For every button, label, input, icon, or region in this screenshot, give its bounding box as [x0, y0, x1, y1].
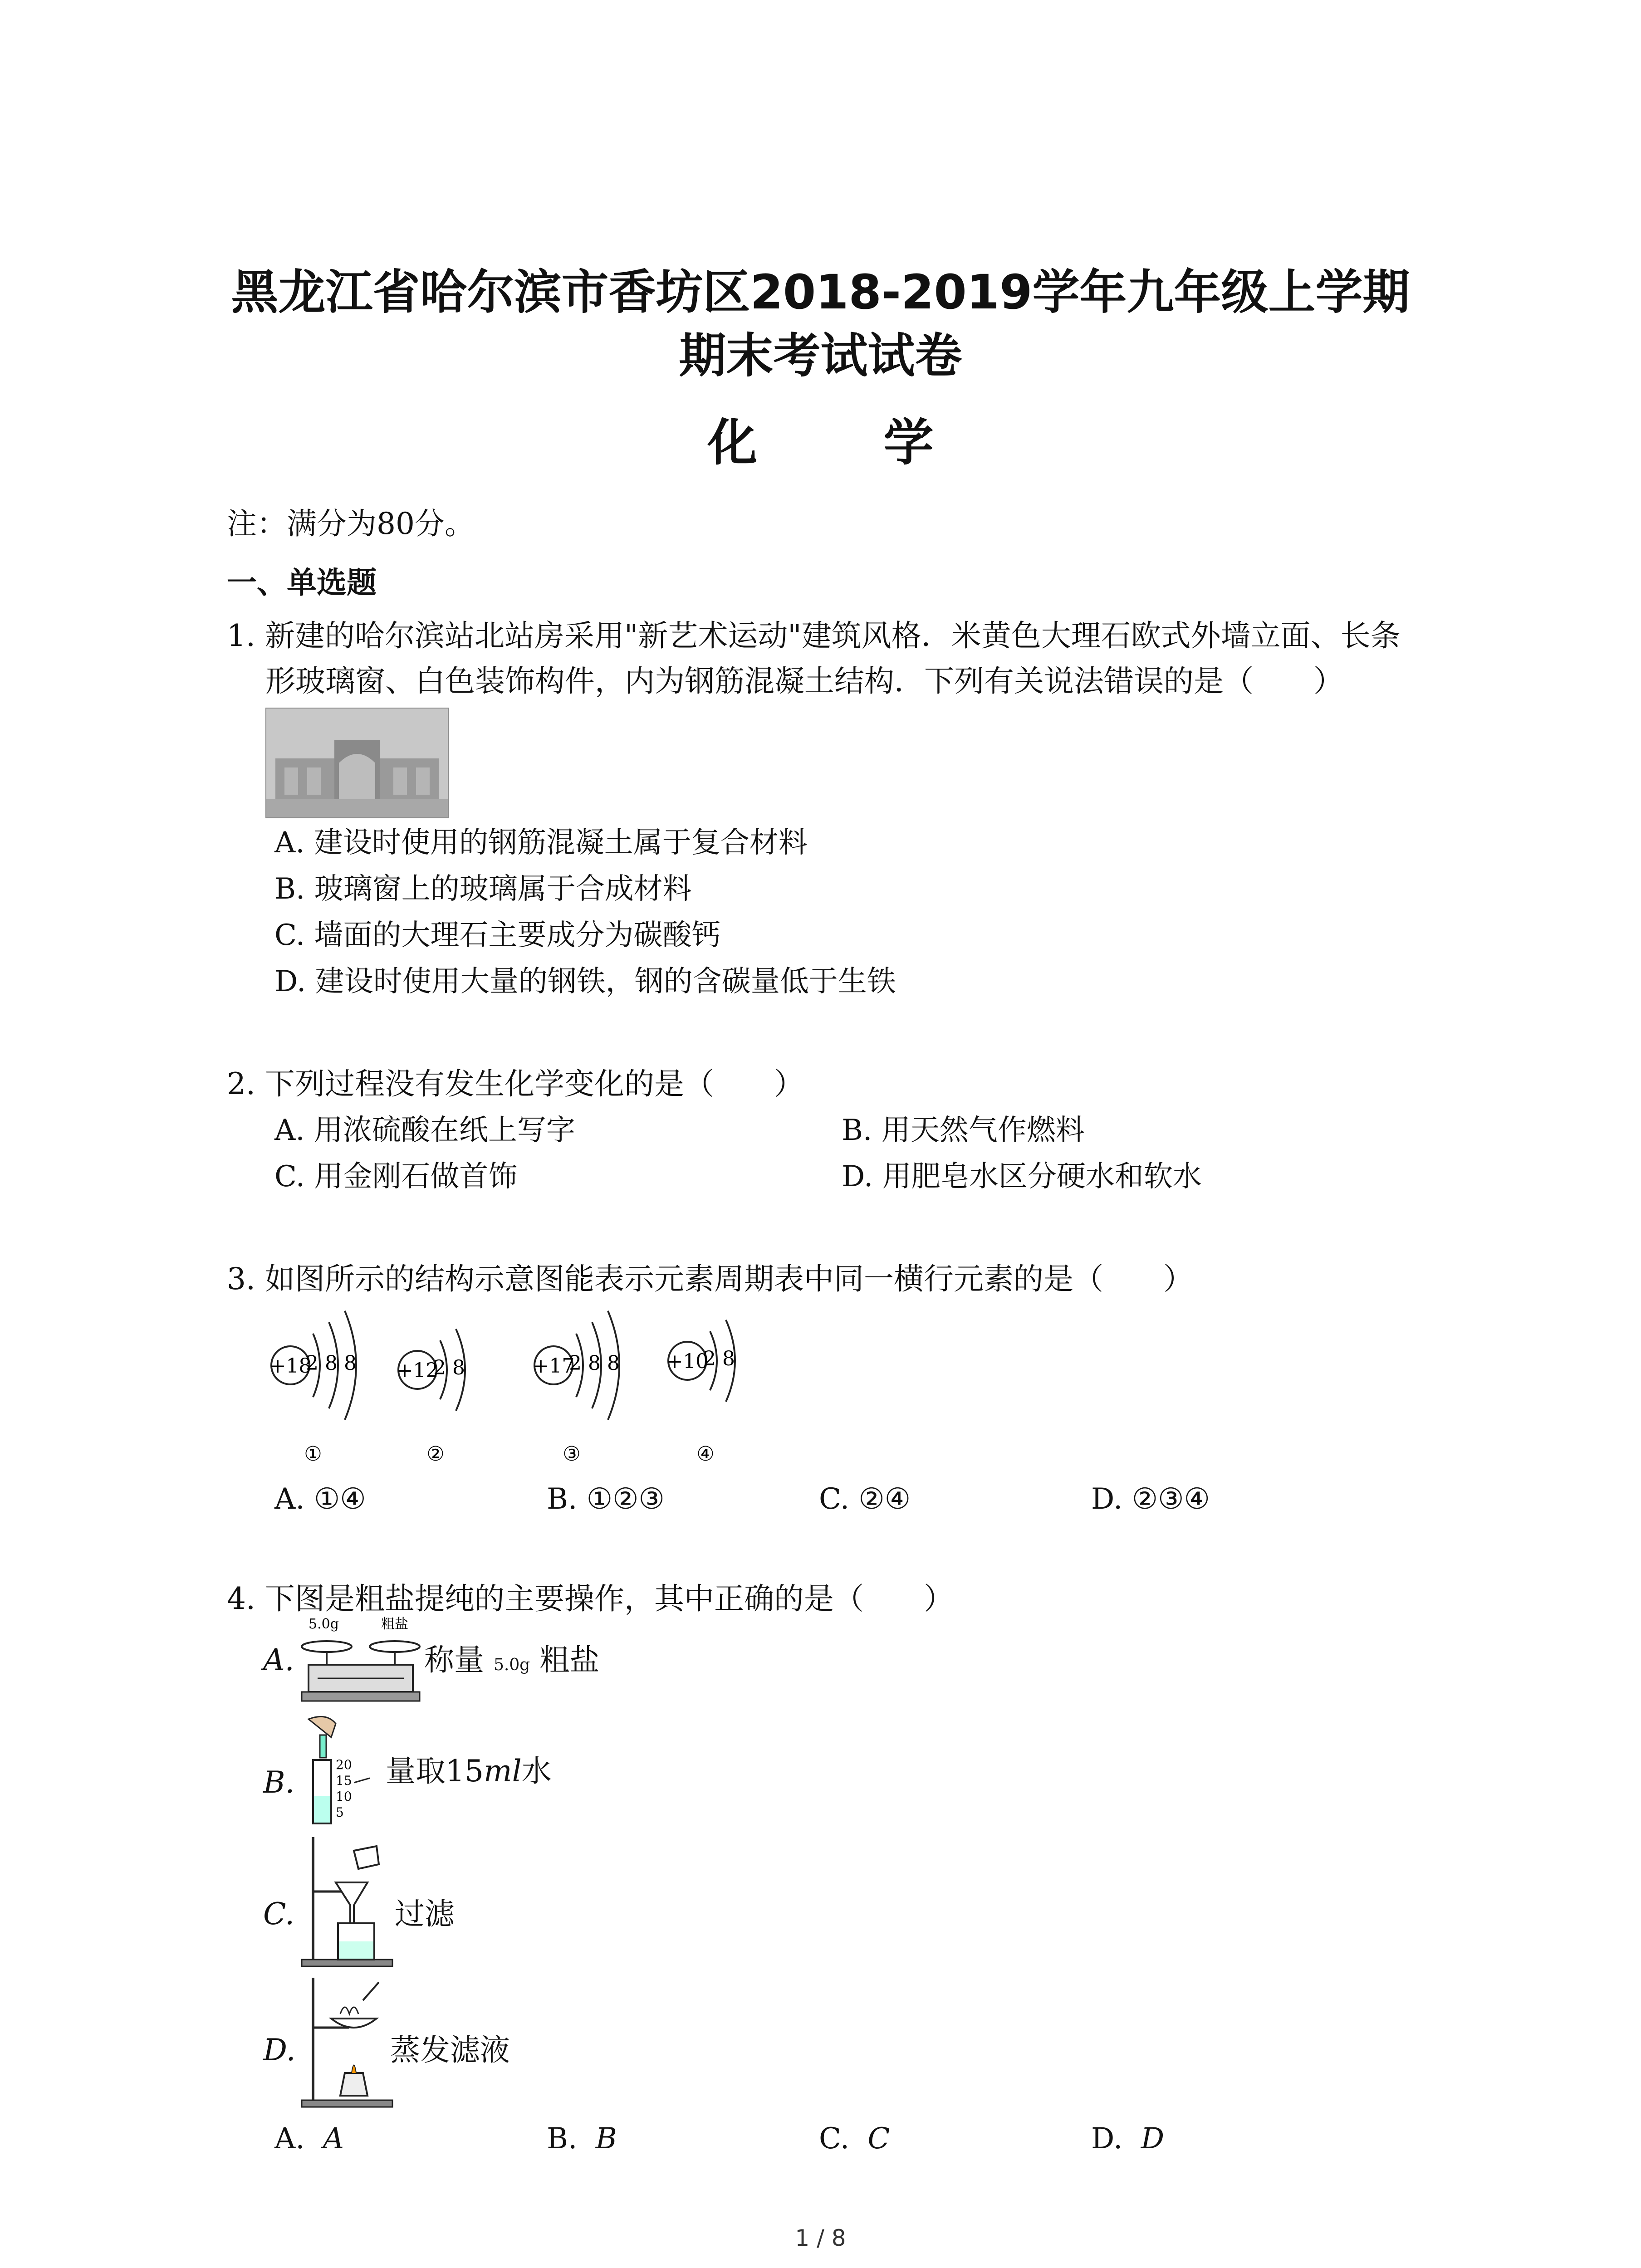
atom-1-label: ① — [304, 1442, 322, 1466]
q4-item-b-letter: B. — [263, 1765, 295, 1800]
q1-option-d: D. 建设时使用大量的钢铁，钢的含碳量低于生铁 — [274, 965, 896, 998]
document-title-line-2: 期末考试试卷 — [679, 328, 962, 383]
q4-item-a-weight: 5.0g — [493, 1656, 530, 1674]
atom-3-label: ③ — [563, 1442, 581, 1466]
q4-option-c-prefix: C. — [819, 2122, 850, 2156]
question-4-stem: 4. 下图是粗盐提纯的主要操作，其中正确的是（ ） — [227, 1581, 954, 1616]
atom-diagram-1 — [269, 1311, 357, 1466]
q4-item-a-letter: A. — [263, 1642, 294, 1677]
q4-item-d-caption: 蒸发滤液 — [390, 2033, 510, 2068]
harbin-station-photo — [265, 708, 449, 818]
q3-option-c: C. ②④ — [819, 1482, 911, 1516]
q4-item-a-caption-salt: 粗盐 — [539, 1642, 600, 1677]
cylinder-mark-15: 15 — [336, 1773, 352, 1788]
q3-option-b: B. ①②③ — [547, 1482, 665, 1516]
atom-1-nucleus: +18 — [269, 1354, 312, 1378]
q2-option-a: A. 用浓硫酸在纸上写字 — [274, 1114, 575, 1147]
question-2-stem: 2. 下列过程没有发生化学变化的是（ ） — [227, 1066, 804, 1101]
q4-item-b-caption-water: 水 — [521, 1754, 552, 1789]
section-heading: 一、单选题 — [227, 565, 377, 600]
q2-option-c: C. 用金刚石做首饰 — [274, 1160, 518, 1193]
q1-option-c: C. 墙面的大理石主要成分为碳酸钙 — [274, 919, 721, 952]
atom-diagram-3 — [533, 1311, 620, 1466]
atom-diagram-2 — [397, 1329, 465, 1466]
q4-option-d-value: D — [1141, 2122, 1165, 2156]
q4-option-b — [547, 2116, 617, 2161]
atom-structure-diagrams — [254, 1302, 798, 1483]
balance-left-weight-label: 5.0g — [309, 1616, 339, 1632]
q4-option-b-prefix: B. — [547, 2122, 578, 2156]
score-note: 注：满分为80分。 — [227, 506, 475, 541]
q4-item-a-caption — [424, 1637, 599, 1688]
q3-option-d: D. ②③④ — [1091, 1482, 1210, 1516]
question-3-stem: 3. 如图所示的结构示意图能表示元素周期表中同一横行元素的是（ ） — [227, 1261, 1193, 1296]
question-1-line-2: 形玻璃窗、白色装饰构件，内为钢筋混凝土结构．下列有关说法错误的是（ ） — [265, 664, 1343, 699]
evaporation-apparatus-icon — [299, 1973, 404, 2109]
document-title-line-1: 黑龙江省哈尔滨市香坊区2018-2019学年九年级上学期 — [231, 264, 1410, 320]
balance-right-salt-label: 粗盐 — [381, 1616, 408, 1632]
q1-option-a: A. 建设时使用的钢筋混凝土属于复合材料 — [274, 826, 808, 860]
atom-4-label: ④ — [696, 1442, 715, 1466]
atom-1-shells: 2 8 8 — [306, 1352, 357, 1375]
atom-2-shells: 2 8 — [433, 1356, 465, 1379]
filtration-apparatus-icon — [299, 1833, 404, 1969]
atom-4-shells: 2 8 — [703, 1347, 735, 1370]
page-number: 1 / 8 — [795, 2225, 846, 2251]
q4-item-c-letter: C. — [263, 1897, 295, 1931]
q4-option-d — [1091, 2116, 1164, 2161]
graduated-cylinder-icon — [299, 1710, 390, 1828]
atom-2-nucleus: +12 — [396, 1359, 439, 1382]
cylinder-mark-5: 5 — [336, 1805, 344, 1820]
cylinder-mark-10: 10 — [336, 1789, 352, 1804]
atom-4-nucleus: +10 — [666, 1350, 709, 1373]
q4-item-b-caption-text: 量取15 — [386, 1754, 484, 1789]
cylinder-mark-20: 20 — [336, 1757, 352, 1772]
q4-option-a-value: A — [323, 2122, 344, 2156]
balance-scale-icon — [299, 1615, 422, 1706]
atom-diagram-4 — [666, 1320, 735, 1466]
q4-option-a-prefix: A. — [274, 2122, 305, 2156]
q2-option-b: B. 用天然气作燃料 — [842, 1114, 1085, 1147]
q4-option-d-prefix: D. — [1091, 2122, 1123, 2156]
q3-option-a: A. ①④ — [274, 1482, 366, 1516]
q4-item-a-caption-weigh: 称量 — [424, 1642, 484, 1677]
question-1-line-1: 1. 新建的哈尔滨站北站房采用"新艺术运动"建筑风格．米黄色大理石欧式外墙立面、长条 — [227, 618, 1401, 653]
q4-item-d-letter: D. — [263, 2033, 296, 2068]
q4-option-c — [819, 2116, 890, 2161]
atom-3-nucleus: +17 — [532, 1354, 575, 1378]
q4-option-b-value: B — [595, 2122, 617, 2156]
atom-2-label: ② — [426, 1442, 445, 1466]
q1-option-b: B. 玻璃窗上的玻璃属于合成材料 — [274, 872, 692, 906]
q2-option-d: D. 用肥皂水区分硬水和软水 — [842, 1160, 1202, 1193]
q4-item-b-unit: ml — [483, 1754, 522, 1789]
q4-option-a — [274, 2116, 344, 2161]
q4-item-b-caption — [386, 1749, 552, 1794]
q4-option-c-value: C — [867, 2122, 890, 2156]
atom-3-shells: 2 8 8 — [569, 1352, 620, 1375]
subject-heading: 化 学 — [707, 414, 988, 472]
q4-item-c-caption: 过滤 — [395, 1897, 455, 1931]
